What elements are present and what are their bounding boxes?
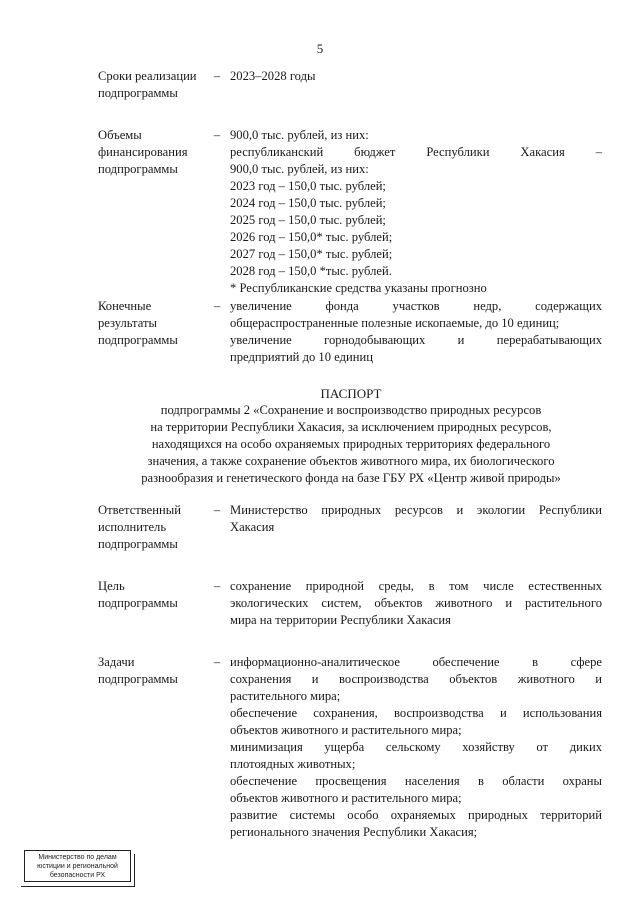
- stamp-line: безопасности РХ: [49, 872, 106, 879]
- passport-line: разнообразия и генетического фонда на базе ГБУ РХ «Центр живой природы»: [141, 471, 561, 485]
- value-line: 900,0 тыс. рублей, из них:: [230, 162, 369, 176]
- label-line: Ответственный: [98, 503, 181, 517]
- value-line: 2025 год – 150,0 тыс. рублей;: [230, 213, 386, 227]
- value-line: Хакасия: [230, 520, 275, 534]
- row-label: [98, 502, 208, 553]
- row-value: [230, 578, 602, 629]
- label-line: Конечные: [98, 299, 152, 313]
- row-label: [98, 68, 208, 102]
- label-line: подпрограммы: [98, 86, 178, 100]
- row-label: [98, 578, 208, 612]
- label-line: Задачи: [98, 655, 135, 669]
- label-line: финансирования: [98, 145, 188, 159]
- label-line: подпрограммы: [98, 672, 178, 686]
- row-dash: –: [213, 299, 221, 313]
- value-line: объектов животного и растительного мира;: [230, 791, 462, 805]
- value-line: 2028 год – 150,0 *тыс. рублей.: [230, 264, 392, 278]
- label-line: подпрограммы: [98, 333, 178, 347]
- passport-title: ПАСПОРТ: [320, 386, 382, 401]
- row-dash: –: [213, 128, 221, 142]
- row-dash: –: [213, 579, 221, 593]
- value-line: растительного мира;: [230, 689, 341, 703]
- value-line: предприятий до 10 единиц: [230, 350, 373, 364]
- row-dash: –: [213, 655, 221, 669]
- value-line: общераспространенные полезные ископаемые, до 10 единиц;: [230, 316, 560, 330]
- label-line: Сроки реализации: [98, 69, 197, 83]
- value-line: увеличение фонда участков недр, содержащих: [230, 299, 602, 313]
- label-line: подпрограммы: [98, 537, 178, 551]
- row-dash: –: [213, 503, 221, 517]
- label-line: исполнитель: [98, 520, 167, 534]
- value-line: сохранения и воспроизводства объектов животного и: [230, 672, 602, 686]
- value-line: обеспечение просвещения населения в области охраны: [230, 774, 602, 788]
- value-line: увеличение горнодобывающих и перерабатывающих: [230, 333, 602, 347]
- row-value: [230, 654, 602, 841]
- value-line: плотоядных животных;: [230, 757, 356, 771]
- value-line: Министерство природных ресурсов и экологии Республики: [230, 503, 602, 517]
- row-dash: –: [213, 69, 221, 83]
- value-line: информационно-аналитическое обеспечение в сфере: [230, 655, 602, 669]
- value-line: 900,0 тыс. рублей, из них:: [230, 128, 369, 142]
- label-line: подпрограммы: [98, 162, 178, 176]
- row-value: [230, 502, 602, 536]
- value-line: 2023 год – 150,0 тыс. рублей;: [230, 179, 386, 193]
- stamp-line: юстиции и региональной: [37, 863, 118, 870]
- row-label: [98, 654, 208, 688]
- row-label: [98, 298, 208, 349]
- row-value: [230, 127, 602, 297]
- value-line: минимизация ущерба сельскому хозяйству от диких: [230, 740, 602, 754]
- passport-line: подпрограммы 2 «Сохранение и воспроизводство природных ресурсов: [160, 403, 542, 417]
- value-line: обеспечение сохранения, воспроизводства и использования: [230, 706, 602, 720]
- registration-stamp: [24, 850, 131, 882]
- label-line: результаты: [98, 316, 157, 330]
- row-value: [230, 68, 602, 85]
- value-line: регионального значения Республики Хакасия;: [230, 825, 478, 839]
- row-value: [230, 298, 602, 366]
- value-line: республиканский бюджет Республики Хакасия –: [230, 145, 602, 159]
- passport-line: значения, а также сохранение объектов животного мира, их биологического: [147, 454, 555, 468]
- page-number: 5: [316, 41, 324, 56]
- stamp-line: Министерство по делам: [38, 854, 117, 861]
- value-line: 2024 год – 150,0 тыс. рублей;: [230, 196, 386, 210]
- passport-line: находящихся на особо охраняемых природных территориях федерального: [151, 437, 551, 451]
- value-line: сохранение природной среды, в том числе естественных: [230, 579, 602, 593]
- passport-line: на территории Республики Хакасия, за исключением природных ресурсов,: [150, 420, 552, 434]
- label-line: Объемы: [98, 128, 142, 142]
- label-line: Цель: [98, 579, 125, 593]
- value-line: объектов животного и растительного мира;: [230, 723, 462, 737]
- value-line: мира на территории Республики Хакасия: [230, 613, 451, 627]
- value-line: развитие системы особо охраняемых природных территорий: [230, 808, 602, 822]
- value-line: 2027 год – 150,0* тыс. рублей;: [230, 247, 393, 261]
- value-line: экологических систем, объектов животного и растительного: [230, 596, 602, 610]
- value-line: 2023–2028 годы: [230, 69, 316, 83]
- label-line: подпрограммы: [98, 596, 178, 610]
- value-line: 2026 год – 150,0* тыс. рублей;: [230, 230, 393, 244]
- value-line: * Республиканские средства указаны прогнозно: [230, 281, 487, 295]
- row-label: [98, 127, 208, 178]
- passport-heading: [95, 385, 607, 487]
